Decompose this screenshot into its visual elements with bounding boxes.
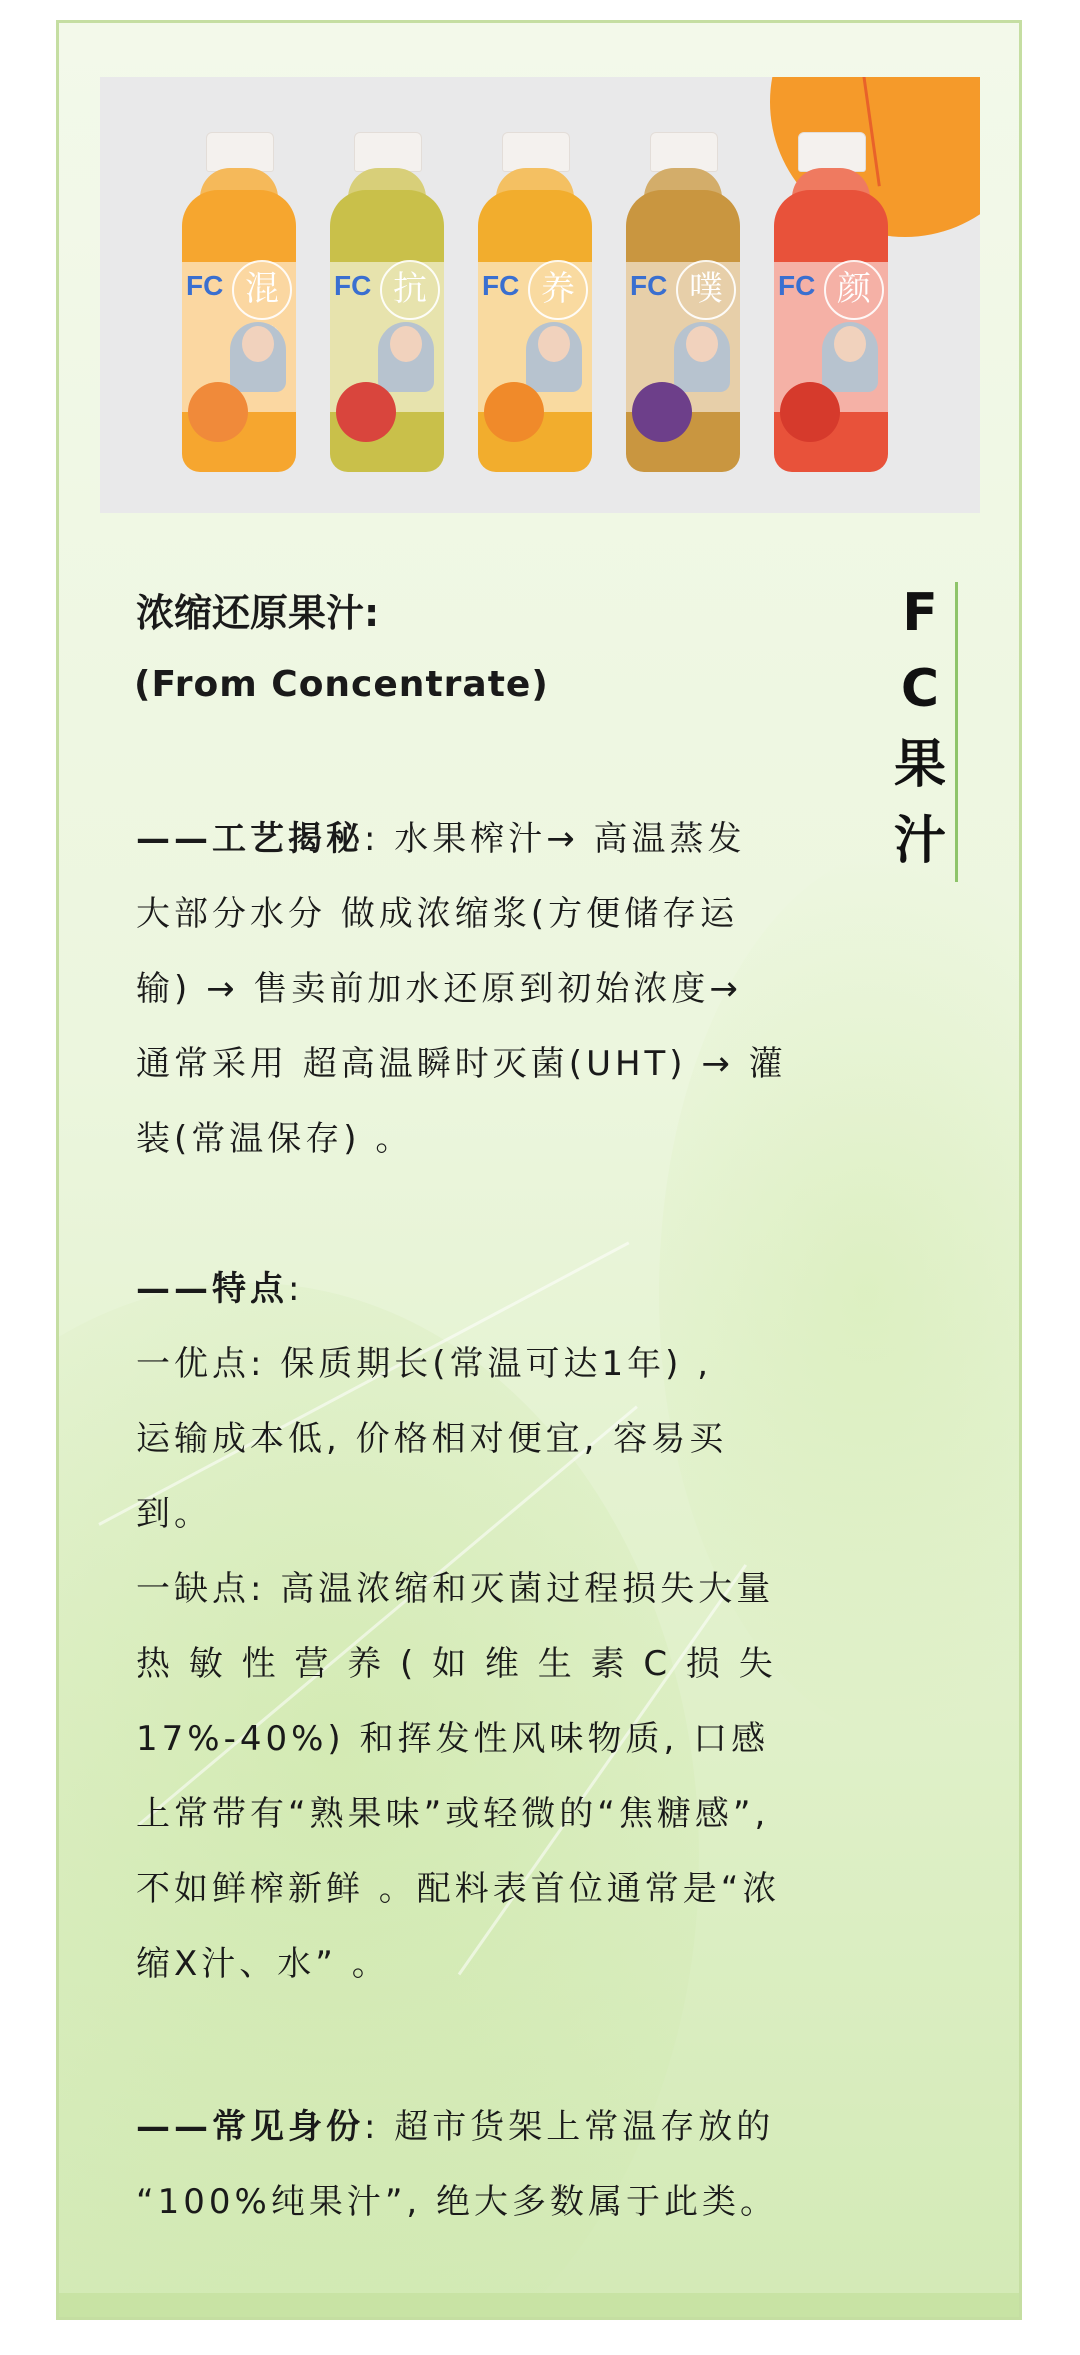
spokesperson-image [230, 322, 286, 392]
identity-section [136, 2090, 836, 2240]
bottle-cap [650, 132, 718, 172]
features-line: 一优点: 保质期长(常温可达1年) , [136, 1344, 713, 1384]
page-title: 浓缩还原果汁: [136, 591, 380, 635]
features-line: 一缺点: 高温浓缩和灭菌过程损失大量 [136, 1569, 775, 1609]
process-label: ——工艺揭秘 [136, 819, 364, 859]
bottle-cap [354, 132, 422, 172]
vertical-title-char: F [902, 583, 938, 643]
bottle-cap [798, 132, 866, 172]
brand-logo: FC [334, 270, 372, 301]
juice-bottle [474, 132, 596, 472]
juice-bottle [770, 132, 892, 472]
process-line: 装(常温保存) 。 [136, 1119, 414, 1159]
spokesperson-image [378, 322, 434, 392]
juice-bottle [178, 132, 300, 472]
bottle-character: 混 [232, 260, 292, 320]
fruit-image [484, 382, 544, 442]
brand-logo: FC [630, 270, 668, 301]
features-line: 缩X汁、水” 。 [136, 1944, 390, 1984]
brand-logo: FC [778, 270, 816, 301]
bottle-character: 颜 [824, 260, 884, 320]
vertical-title-char: 果 [893, 735, 946, 795]
identity-line: “100%纯果汁”, 绝大多数属于此类。 [136, 2182, 779, 2222]
fruit-image [780, 382, 840, 442]
fruit-image [188, 382, 248, 442]
features-heading: ——特点: [136, 1269, 304, 1309]
features-line: 17%-40%) 和挥发性风味物质, 口感 [136, 1719, 770, 1759]
vertical-title [890, 575, 950, 879]
features-section [136, 1252, 836, 2002]
spokesperson-image [822, 322, 878, 392]
page-subtitle: (From Concentrate) [134, 664, 549, 705]
identity-line: ——常见身份: 超市货架上常温存放的 [136, 2107, 775, 2147]
process-line: ——工艺揭秘: 水果榨汁→ 高温蒸发 [136, 819, 746, 859]
spokesperson-image [526, 322, 582, 392]
juice-bottle [326, 132, 448, 472]
spokesperson-image [674, 322, 730, 392]
bottle-cap [206, 132, 274, 172]
features-label: ——特点 [136, 1269, 288, 1309]
juice-bottle [622, 132, 744, 472]
bottle-character: 养 [528, 260, 588, 320]
process-line: 通常采用 超高温瞬时灭菌(UHT) → 灌 [136, 1044, 787, 1084]
brand-logo: FC [186, 270, 224, 301]
features-line: 运输成本低, 价格相对便宜, 容易买 [136, 1419, 728, 1459]
fruit-image [632, 382, 692, 442]
process-line: 输) → 售卖前加水还原到初始浓度→ [136, 969, 742, 1009]
bottle-character: 抗 [380, 260, 440, 320]
vertical-title-char: C [900, 659, 940, 719]
process-section [136, 802, 836, 1177]
fruit-image [336, 382, 396, 442]
product-banner-image [100, 77, 980, 513]
identity-label: ——常见身份 [136, 2107, 364, 2147]
brand-logo: FC [482, 270, 520, 301]
features-line: 上常带有“熟果味”或轻微的“焦糖感”, [136, 1794, 770, 1834]
features-line: 热 敏 性 营 养 ( 如 维 生 素 C 损 失 [136, 1644, 777, 1684]
bottle-character: 噗 [676, 260, 736, 320]
vertical-title-char: 汁 [893, 811, 946, 871]
bottom-strip [59, 2293, 1019, 2317]
features-line: 到。 [136, 1494, 212, 1534]
bottle-cap [502, 132, 570, 172]
process-line: 大部分水分 做成浓缩浆(方便储存运 [136, 894, 739, 934]
vertical-accent-line [955, 582, 958, 882]
features-line: 不如鲜榨新鲜 。配料表首位通常是“浓 [136, 1869, 781, 1909]
